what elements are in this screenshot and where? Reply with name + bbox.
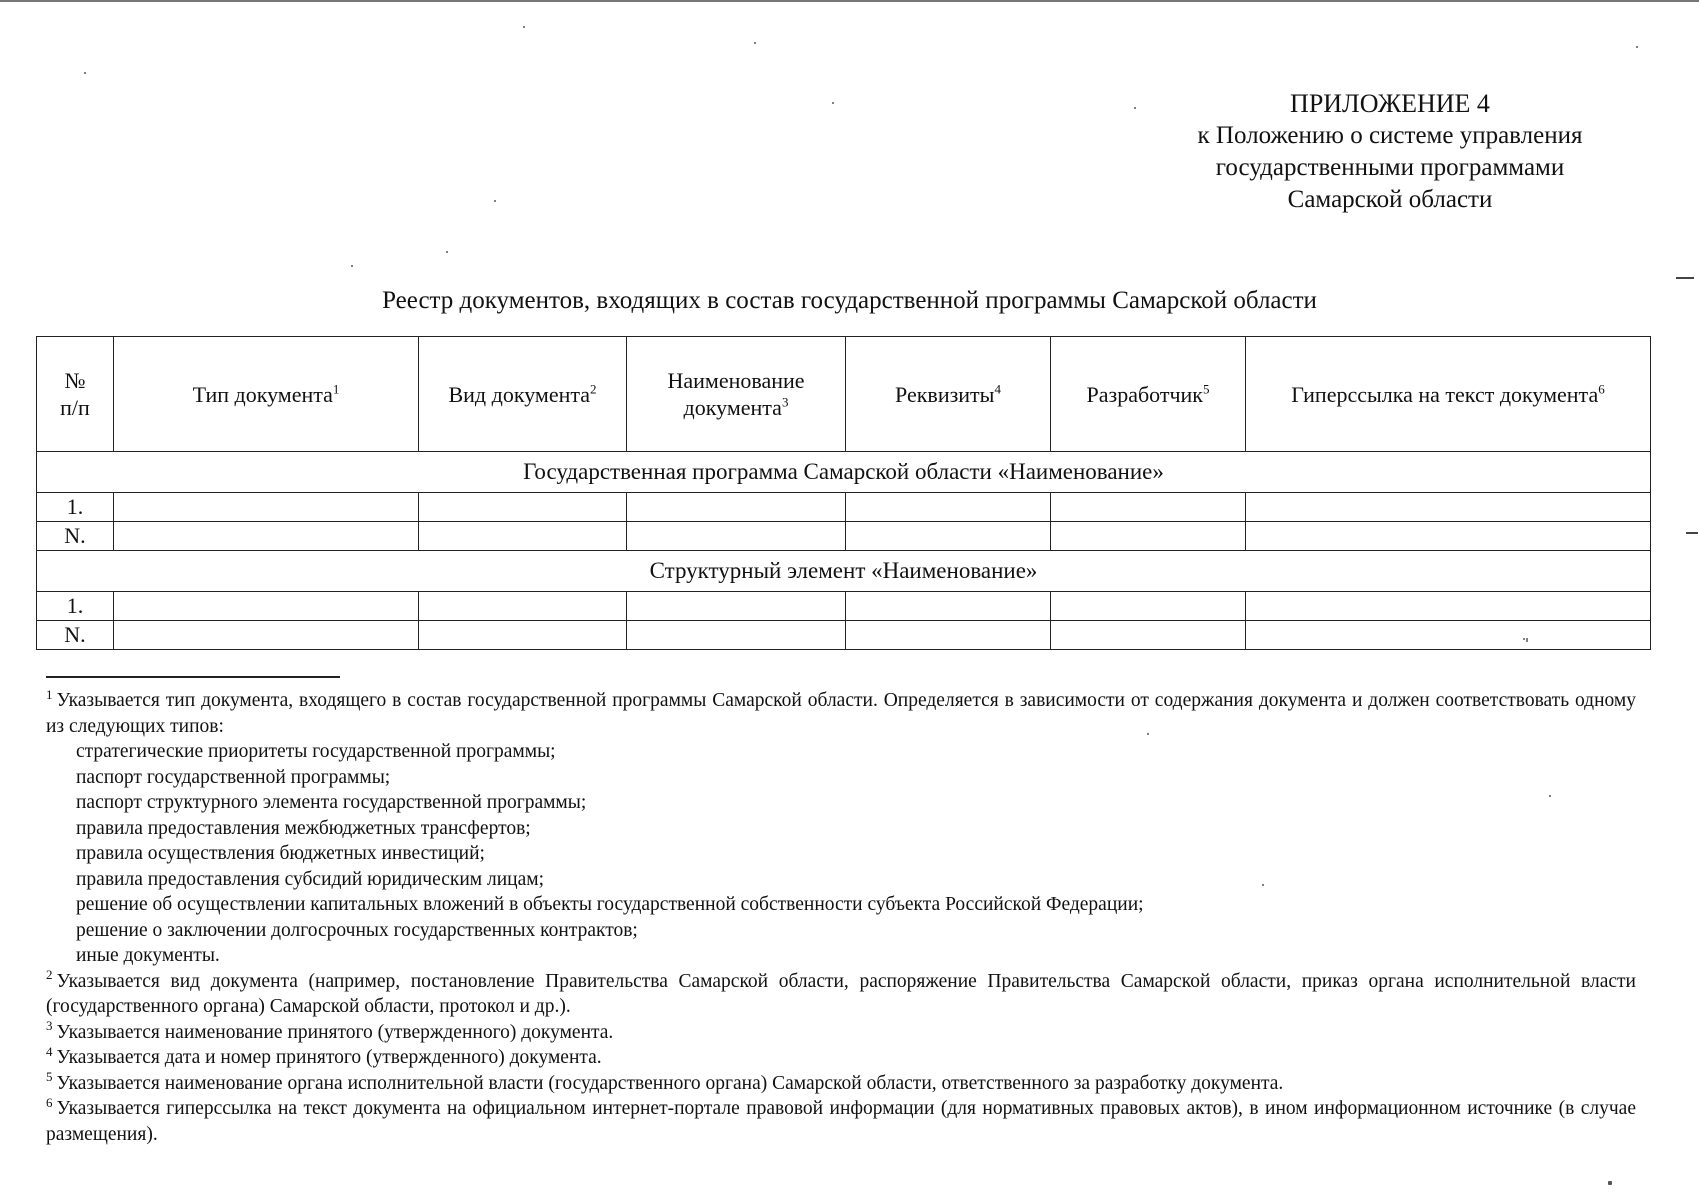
scan-mark [1686,532,1698,534]
table-cell [627,493,846,522]
footnote-5 [46,1071,1636,1097]
table-cell [1051,592,1246,621]
table-row [37,522,1651,551]
list-item: паспорт структурного элемента государственной программы; [76,792,587,813]
scan-speck [446,251,448,253]
scan-speck [494,200,496,202]
appendix-line-3: Самарской области [1287,186,1493,213]
footnote-6-text: Указывается гиперссылка на текст документа на официальном интернет-портале правовой информации (для нормативных правовых актов), в ином информационном источнике (в случае размещения). [46,1098,1636,1145]
appendix-title: ПРИЛОЖЕНИЕ 4 [1290,89,1490,118]
registry-title: Реестр документов, входящих в состав государственной программы Самарской области [382,287,1317,314]
table-cell [114,522,419,551]
header-hyperlink-text: Гиперссылка на текст документа [1291,381,1599,407]
table-cell [114,592,419,621]
table-cell [419,493,627,522]
appendix-line-1: к Положению о системе управления [1197,122,1583,149]
table-row [37,592,1651,621]
header-developer-text: Разработчик [1086,381,1203,407]
table-cell [1246,621,1651,650]
header-doc-type [114,337,419,452]
table-cell [1246,493,1651,522]
section-title: Государственная программа Самарской области «Наименование» [37,452,1651,493]
scan-speck [523,26,525,28]
footnote-4-text: Указывается дата и номер принятого (утвержденного) документа. [56,1047,602,1068]
table-cell [846,522,1051,551]
scan-speck [84,72,86,74]
row-number: N. [37,621,114,650]
row-number: 1. [37,493,114,522]
table-cell [419,522,627,551]
footnote-4-number: 4 [46,1043,53,1059]
footnote-separator [46,676,340,678]
header-number-line-1: № [64,368,86,393]
scan-mark [1676,277,1694,279]
footnote-3-number: 3 [46,1018,53,1033]
footnote-5-number: 5 [46,1069,53,1084]
footnote-3-text: Указывается наименование принятого (утвержденного) документа. [56,1021,614,1043]
header-developer [1051,337,1246,452]
header-doc-type-text: Тип документа [192,381,333,407]
appendix-header [1150,88,1630,216]
table-row [37,621,1651,650]
footnotes [46,688,1636,1147]
appendix-line-2: государственными программами [1215,154,1565,181]
list-item: стратегические приоритеты государственной программы; [76,741,556,762]
table-cell [627,592,846,621]
list-item: правила предоставления субсидий юридическим лицам; [76,868,545,890]
scan-speck [1608,1181,1612,1185]
footnote-6 [46,1096,1636,1147]
list-item: правила предоставления межбюджетных трансфертов; [76,817,531,839]
header-doc-type-sup: 1 [332,381,340,397]
list-item: иные документы. [76,945,220,966]
footnote-1 [46,688,1636,739]
registry-table [36,336,1651,650]
header-doc-name-sup: 3 [781,394,789,410]
section-title: Структурный элемент «Наименование» [37,551,1651,592]
table-cell [114,621,419,650]
scan-top-edge [0,0,1699,2]
header-hyperlink-sup: 6 [1598,381,1605,397]
scan-speck [351,265,353,267]
header-doc-name [627,337,846,452]
header-doc-kind-text: Вид документа [448,381,591,407]
footnote-5-text: Указывается наименование органа исполнительной власти (государственного органа) Самарской области, ответственного за разработку документа. [56,1072,1284,1094]
list-item: решение о заключении долгосрочных государственных контрактов; [76,919,638,941]
list-item: решение об осуществлении капитальных вложений в объекты государственной собственности субъекта Российской Федерации; [76,894,1144,915]
list-item: правила осуществления бюджетных инвестиций; [76,843,485,864]
table-cell [114,493,419,522]
table-header-row [37,337,1651,452]
header-requisites-sup: 4 [994,381,1001,397]
table-cell [846,493,1051,522]
table-cell [846,592,1051,621]
table-cell [846,621,1051,650]
footnote-3 [46,1020,1636,1046]
header-requisites-text: Реквизиты [895,381,995,407]
table-cell [1051,621,1246,650]
scan-speck [1636,46,1638,48]
footnote-2-text: Указывается вид документа (например, постановление Правительства Самарской области, распоряжение Правительства Самарской области, приказ органа исполнительной власти (государственного органа) Самарской области, протокол и др.). [46,970,1636,1017]
table-cell [419,592,627,621]
header-doc-name-text: Наименование документа [667,368,805,420]
row-number: N. [37,522,114,551]
table-cell [1246,522,1651,551]
table-cell [1246,592,1651,621]
document-type-list [46,739,1636,969]
section-row [37,551,1651,592]
footnote-2-number: 2 [46,967,53,982]
scan-speck [754,42,756,44]
table-cell [627,621,846,650]
table-cell [1051,522,1246,551]
section-row [37,452,1651,493]
row-number: 1. [37,592,114,621]
header-number-line-2: п/п [60,395,90,420]
footnote-2 [46,969,1636,1020]
table-row [37,493,1651,522]
scan-speck [832,102,834,104]
header-doc-kind [419,337,627,452]
header-number [37,337,114,452]
footnote-4 [46,1045,1636,1071]
header-doc-kind-sup: 2 [590,381,597,397]
scan-speck [1134,107,1136,109]
footnote-6-number: 6 [46,1094,53,1110]
table-cell [627,522,846,551]
header-hyperlink [1246,337,1651,452]
list-item: паспорт государственной программы; [76,766,391,788]
footnote-1-text: Указывается тип документа, входящего в состав государственной программы Самарской области. Определяется в зависимости от содержания документа и должен соответствовать одному из следующих типов: [46,690,1636,737]
footnote-1-number: 1 [46,686,53,702]
header-requisites [846,337,1051,452]
table-cell [1051,493,1246,522]
header-developer-sup: 5 [1203,381,1210,397]
table-cell [419,621,627,650]
